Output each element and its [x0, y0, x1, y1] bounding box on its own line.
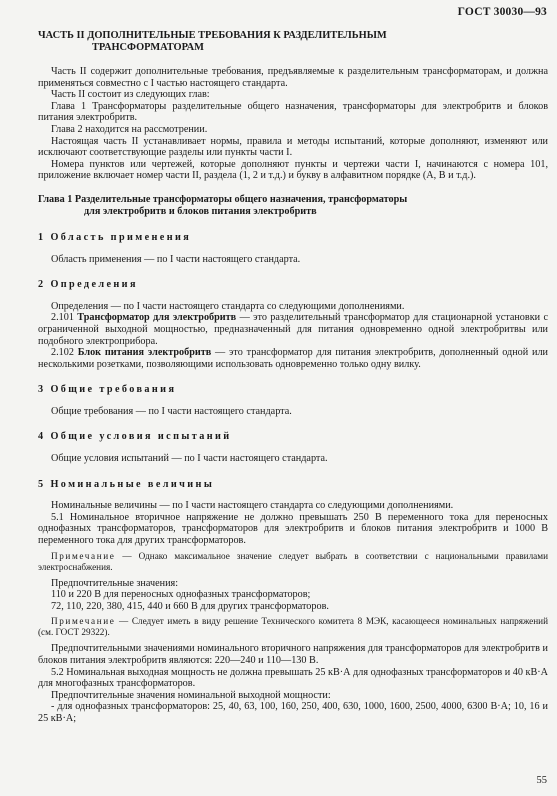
section-paragraph: Общие требования — по I части настоящего стандарта. [51, 405, 292, 417]
definition-text: — это трансформатор для питания электробритв, дополненный одной или несколькими розетками, позволяющими использовать одновременно только одну вилку. [38, 347, 549, 370]
chapter-heading-line2: для электробритв и блоков питания электробритв [84, 205, 317, 217]
section-paragraph: Область применения — по I части настоящего стандарта. [51, 253, 301, 265]
section-heading: 4 Общие условия испытаний [38, 431, 232, 443]
clause-paragraph: 5.2 Номинальная выходная мощность не должна превышать 25 кВ·А для однофазных трансформаторов и 40 кВ·А для многофазных трансформаторов. [38, 666, 548, 690]
part-title [38, 30, 548, 54]
document-body [38, 30, 548, 725]
section-heading: 1 Область применения [38, 231, 192, 243]
note-label: Примечание [51, 550, 116, 561]
intro-paragraph: Часть II состоит из следующих глав: [51, 89, 210, 101]
section-paragraph: Определения — по I части настоящего стандарта со следующими дополнениями. [51, 300, 405, 312]
page-number: 55 [536, 775, 547, 786]
note-label: Примечание [51, 616, 116, 627]
defined-term: Трансформатор для электробритв [77, 312, 237, 324]
standard-code-header: ГОСТ 30030—93 [457, 6, 547, 18]
section-paragraph: 72, 110, 220, 380, 415, 440 и 660 В для других трансформаторов. [51, 600, 329, 612]
clause-number: 2.102 [51, 347, 74, 359]
definition-text: — это разделительный трансформатор для стационарной установки с ограниченной выходной мощностью, предназначенный для питания одновременно одной электробритвы или подобного электроприбора. [38, 312, 548, 347]
section-paragraph: Общие условия испытаний — по I части настоящего стандарта. [51, 453, 328, 465]
intro-paragraph: Глава 1 Трансформаторы разделительные общего назначения, трансформаторы для электробритв и блоков питания электробритв. [38, 100, 548, 124]
section-heading: 2 Определения [38, 279, 138, 291]
section-paragraph: 110 и 220 В для переносных однофазных трансформаторов; [51, 589, 311, 601]
note-paragraph [38, 616, 548, 638]
intro-paragraph: Часть II содержит дополнительные требования, предъявляемые к разделительным трансформаторам, и должна применяться совместно с I частью настоящего стандарта. [38, 66, 548, 89]
definition-paragraph [38, 312, 548, 347]
chapter-heading [38, 194, 548, 218]
note-text: — Однако максимальное значение следует выбрать в соответствии с национальными правилами электроснабжения. [38, 550, 548, 572]
chapter-heading-line1: Глава 1 Разделительные трансформаторы общего назначения, трансформаторы [38, 193, 408, 205]
section-paragraph: - для однофазных трансформаторов: 25, 40, 63, 100, 160, 250, 400, 630, 1000, 1600, 2500, 4000, 6300 В·А; 10, 16 и 25 кВ·А; [38, 701, 548, 724]
defined-term: Блок питания электробритв [77, 347, 212, 359]
intro-paragraph: Номера пунктов или чертежей, которые дополняют пункты и чертежи части I, начинаются с номера 101, приложение включает номер части II, раздела (1, 2 и т.д.) и букву в алфавитном порядке (А, В и т.д.). [38, 158, 548, 182]
note-text: — Следует иметь в виду решение Технического комитета 8 МЭК, касающееся номинальных напряжений (см. ГОСТ 29322). [38, 616, 548, 638]
intro-paragraph: Глава 2 находится на рассмотрении. [51, 123, 208, 135]
section-paragraph: Номинальные величины — по I части настоящего стандарта со следующими дополнениями. [51, 500, 454, 512]
definition-paragraph [38, 347, 548, 370]
intro-paragraph: Настоящая часть II устанавливает нормы, правила и методы испытаний, которые дополняют, изменяют или исключают соответствующие разделы или пункты части I. [38, 135, 548, 159]
section-paragraph: Предпочтительные значения: [51, 577, 179, 589]
section-paragraph: Предпочтительные значения номинальной выходной мощности: [51, 689, 331, 701]
section-heading: 5 Номинальные величины [38, 478, 215, 490]
section-heading: 3 Общие требования [38, 384, 177, 396]
note-paragraph [38, 551, 548, 573]
part-title-line2: ТРАНСФОРМАТОРАМ [92, 42, 204, 53]
part-title-line1: ЧАСТЬ II ДОПОЛНИТЕЛЬНЫЕ ТРЕБОВАНИЯ К РАЗДЕЛИТЕЛЬНЫМ [38, 30, 387, 41]
section-paragraph: Предпочтительными значениями номинального вторичного напряжения для трансформаторов для электробритв и блоков питания электробритв являются: 220—240 и 110—130 В. [38, 643, 548, 666]
clause-number: 2.101 [51, 312, 74, 324]
clause-paragraph: 5.1 Номинальное вторичное напряжение не должно превышать 250 В переменного тока для переносных однофазных трансформаторов, трансформаторов для электробритв и блоков питания электробритв и 1000 В переменного тока для других трансформаторов. [38, 511, 548, 547]
